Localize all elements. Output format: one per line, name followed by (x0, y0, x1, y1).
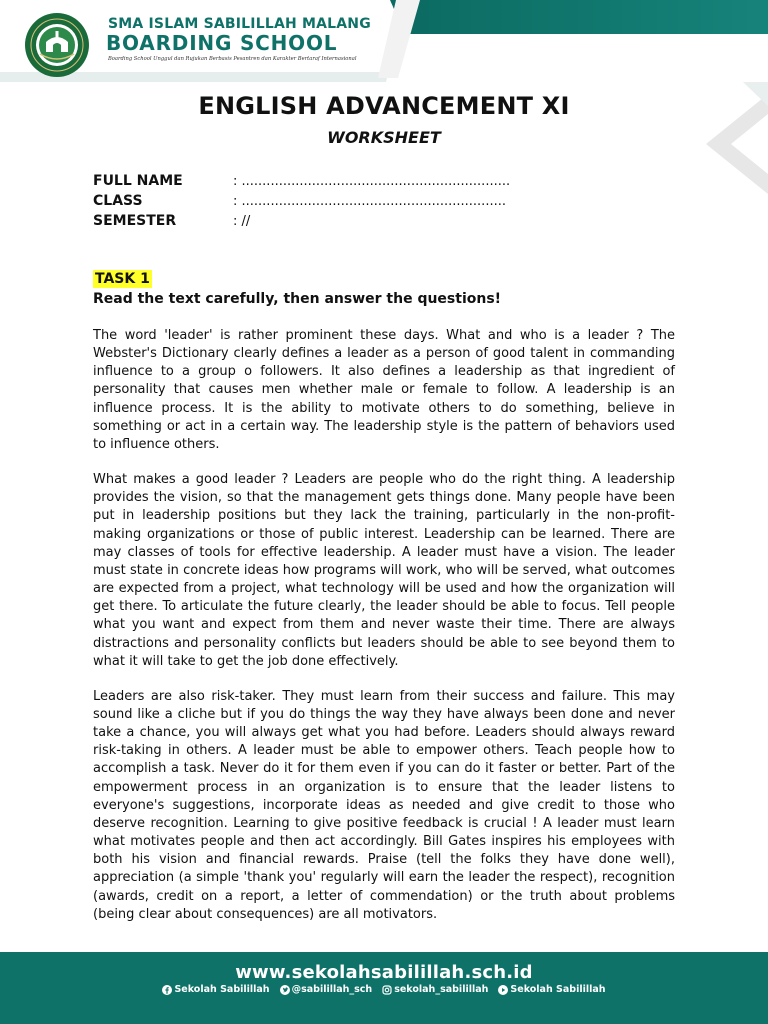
social-twitter[interactable] (280, 984, 373, 995)
task-instruction: Read the text carefully, then answer the questions! (93, 291, 502, 307)
full-name-field[interactable]: : ................................................................. (233, 174, 511, 189)
twitter-icon (280, 985, 290, 995)
website-link[interactable]: www.sekolahsabilillah.sch.id (235, 962, 533, 983)
social-youtube[interactable] (498, 984, 605, 995)
semester-field[interactable]: : // (233, 214, 251, 229)
document-subtitle: WORKSHEET (327, 128, 441, 147)
social-instagram[interactable] (382, 984, 488, 995)
semester-row (93, 211, 510, 231)
task-label: TASK 1 (95, 271, 150, 287)
social-label: @sabilillah_sch (291, 984, 373, 995)
full-name-label: FULL NAME (93, 173, 183, 189)
document-title: ENGLISH ADVANCEMENT XI (198, 92, 570, 120)
social-label: Sekolah Sabilillah (174, 984, 270, 995)
class-field[interactable]: : ................................................................ (233, 194, 506, 209)
school-tagline: Boarding School Unggul dan Rujukan Berbasis Pesantren dan Karakter Bertaraf Internasional (108, 56, 357, 62)
passage-paragraph: The word 'leader' is rather prominent these days. What and who is a leader ? The Webster's Dictionary clearly defines a leader as a person of good talent in commanding influence to a group o followers. It also defines a leadership as that ingredient of personality that causes men whether male or female to follow. A leadership is an influence process. It is the ability to motivate others to do something, believe in something or act in a certain way. The leadership style is the pattern of behaviors used to influence others. (93, 328, 675, 452)
school-logo-icon (24, 12, 90, 78)
page-header (0, 0, 768, 82)
school-name-small: SMA ISLAM SABILILLAH MALANG (108, 16, 371, 32)
passage-paragraph: What makes a good leader ? Leaders are people who do the right thing. A leadership provides the vision, so that the management gets things done. Many people have been put in leadership positions but they lack the training, particularly in the non-profit-making organizations or those of public interest. Leadership can be learned. There are may classes of tools for effective leadership. A leader must have a vision. The leader must state in concrete ideas how programs will work, who will be served, what outcomes are expected from a project, what technology will be used and how the organization will get there. To articulate the future clearly, the leader should be able to focus. Tell people what you want and expect from them and never waste their time. There are always distractions and personality conflicts but leaders should be able to see beyond them to what it will take to get the job done effectively. (93, 472, 675, 669)
social-links (0, 984, 768, 995)
facebook-icon (162, 985, 172, 995)
passage-paragraph: Leaders are also risk-taker. They must learn from their success and failure. This may sound like a cliche but if you do things the way they have always been done and never take a chance, you will always get what you had before. Leaders should always reward risk-taking in others. A leader must be able to empower others. Teach people how to accomplish a task. Never do it for them even if you can do it faster or better. Part of the empowerment process in an organization is to ensure that the leader listens to everyone's suggestions, incorporate ideas as needed and give credit to those who deserve recognition. Learning to give positive feedback is crucial ! A leader must learn what motivates people and then act accordingly. Bill Gates inspires his employees with both his vision and financial rewards. Praise (tell the folks they have done well), appreciation (a simple 'thank you' regularly will earn the leader the respect), recognition (awards, credit on a report, a letter of commendation) or the truth about problems (being clear about consequences) are all motivators. (93, 688, 675, 922)
social-facebook[interactable] (162, 984, 269, 995)
full-name-row (93, 171, 510, 191)
youtube-icon (498, 985, 508, 995)
instagram-icon (382, 985, 392, 995)
class-row (93, 191, 510, 211)
student-info-form (93, 171, 510, 231)
class-label: CLASS (93, 193, 143, 209)
social-label: sekolah_sabilillah (394, 984, 489, 995)
reading-passage (93, 327, 675, 941)
school-name-big: BOARDING SCHOOL (106, 31, 338, 55)
semester-label: SEMESTER (93, 213, 177, 229)
social-label: Sekolah Sabilillah (510, 984, 606, 995)
page-footer (0, 952, 768, 1024)
